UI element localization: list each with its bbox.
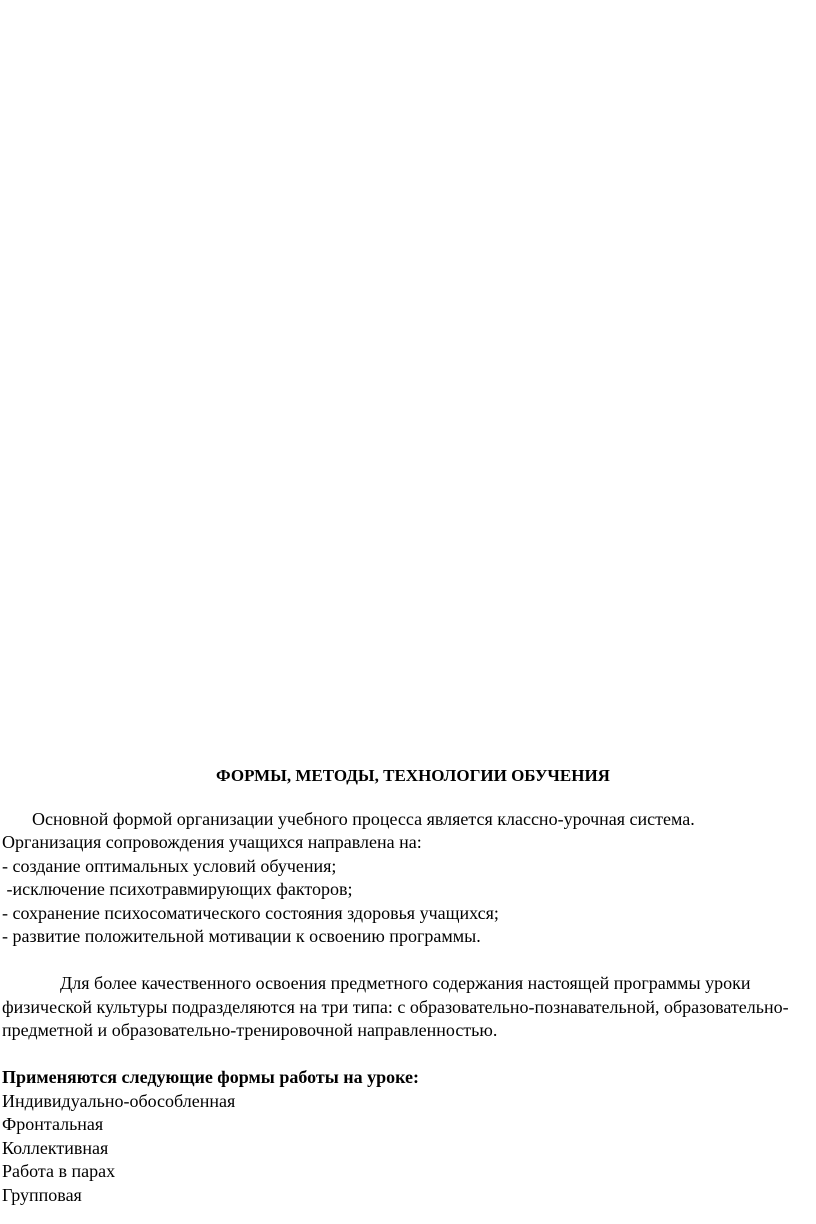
- support-item: - развитие положительной мотивации к освоению программы.: [2, 926, 481, 946]
- paragraph-main-form: Основной формой организации учебного процесса является классно-урочная система.: [32, 808, 695, 829]
- document-content: [2, 764, 812, 1207]
- form-item: Фронтальная: [2, 1114, 104, 1134]
- paragraph-lesson-types: Для более качественного освоения предметного содержания настоящей программы уроки физической культуры подразделяются на три типа: с образовательно-познавательной, образовательно-предметной и образовательно-тренировочной направленностью.: [2, 973, 789, 1040]
- forms-list: [2, 1090, 812, 1208]
- form-item: Работа в парах: [2, 1161, 116, 1181]
- support-item: -исключение психотравмирующих факторов;: [2, 879, 353, 899]
- spacer: [2, 1043, 812, 1067]
- form-item: Коллективная: [2, 1137, 109, 1158]
- support-list: [2, 855, 812, 949]
- paragraph-support-intro: Организация сопровождения учащихся направлена на:: [2, 832, 422, 852]
- forms-heading: Применяются следующие формы работы на уроке:: [2, 1067, 420, 1087]
- document-title: ФОРМЫ, МЕТОДЫ, ТЕХНОЛОГИИ ОБУЧЕНИЯ: [216, 766, 610, 785]
- support-item: - сохранение психосоматического состояния здоровья учащихся;: [2, 902, 499, 923]
- form-item: Индивидуально-обособленная: [2, 1090, 236, 1111]
- spacer: [2, 949, 812, 973]
- form-item: Групповая: [2, 1184, 82, 1205]
- support-item: - создание оптимальных условий обучения;: [2, 855, 337, 876]
